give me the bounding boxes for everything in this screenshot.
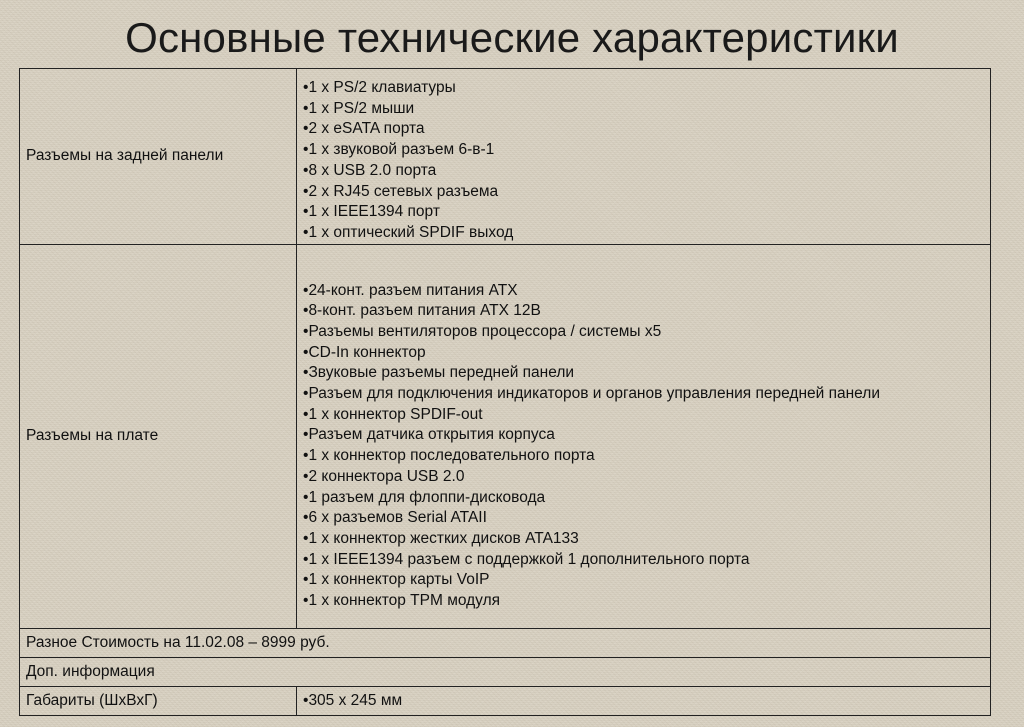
list-item: • 1 х оптический SPDIF выход — [303, 223, 984, 244]
misc-price-cell: Разное Стоимость на 11.02.08 – 8999 руб. — [20, 628, 991, 657]
list-item: • 1 х коннектор жестких дисков ATA133 — [303, 529, 984, 550]
rear-connectors-list — [297, 69, 991, 245]
table-row — [20, 686, 991, 715]
list-item: • 1 х звуковой разъем 6-в-1 — [303, 140, 984, 161]
row-label-onboard: Разъемы на плате — [20, 244, 297, 628]
list-item: • 1 разъем для флоппи-дисковода — [303, 488, 984, 509]
list-item: • Разъем датчика открытия корпуса — [303, 425, 984, 446]
list-item: • 1 х IEEE1394 порт — [303, 202, 984, 223]
list-item: • Разъемы вентиляторов процессора / системы х5 — [303, 322, 984, 343]
list-item: • 6 х разъемов Serial ATAII — [303, 508, 984, 529]
list-item: • 2 х RJ45 сетевых разъема — [303, 182, 984, 203]
table-row — [20, 657, 991, 686]
list-item: • Звуковые разъемы передней панели — [303, 363, 984, 384]
onboard-connectors-list — [297, 244, 991, 628]
list-item: • 24-конт. разъем питания ATX — [303, 281, 984, 302]
list-item: • CD-In коннектор — [303, 343, 984, 364]
list-item: • 1 х коннектор карты VoIP — [303, 570, 984, 591]
page-title: Основные технические характеристики — [125, 14, 899, 61]
list-item: • 8-конт. разъем питания ATX 12В — [303, 301, 984, 322]
row-label-dimensions: Габариты (ШхВхГ) — [20, 686, 297, 715]
list-item: • 1 х IEEE1394 разъем с поддержкой 1 дополнительного порта — [303, 550, 984, 571]
list-item: • Разъем для подключения индикаторов и органов управления передней панели — [303, 384, 984, 405]
list-item: • 1 х PS/2 клавиатуры — [303, 78, 984, 99]
list-item: • 1 х коннектор TPM модуля — [303, 591, 984, 612]
list-item: • 1 х коннектор SPDIF-out — [303, 405, 984, 426]
list-item: • 1 х PS/2 мыши — [303, 99, 984, 120]
list-item: • 2 коннектора USB 2.0 — [303, 467, 984, 488]
table-row — [20, 244, 991, 628]
list-item: • 8 х USB 2.0 порта — [303, 161, 984, 182]
list-item: • 305 х 245 мм — [303, 691, 984, 712]
table-row — [20, 69, 991, 245]
row-label-rear-panel: Разъемы на задней панели — [20, 69, 297, 245]
dimensions-value — [297, 686, 991, 715]
list-item: • 1 х коннектор последовательного порта — [303, 446, 984, 467]
specs-table — [19, 68, 991, 716]
additional-info-cell: Доп. информация — [20, 657, 991, 686]
list-item: • 2 х eSATA порта — [303, 119, 984, 140]
table-row — [20, 628, 991, 657]
